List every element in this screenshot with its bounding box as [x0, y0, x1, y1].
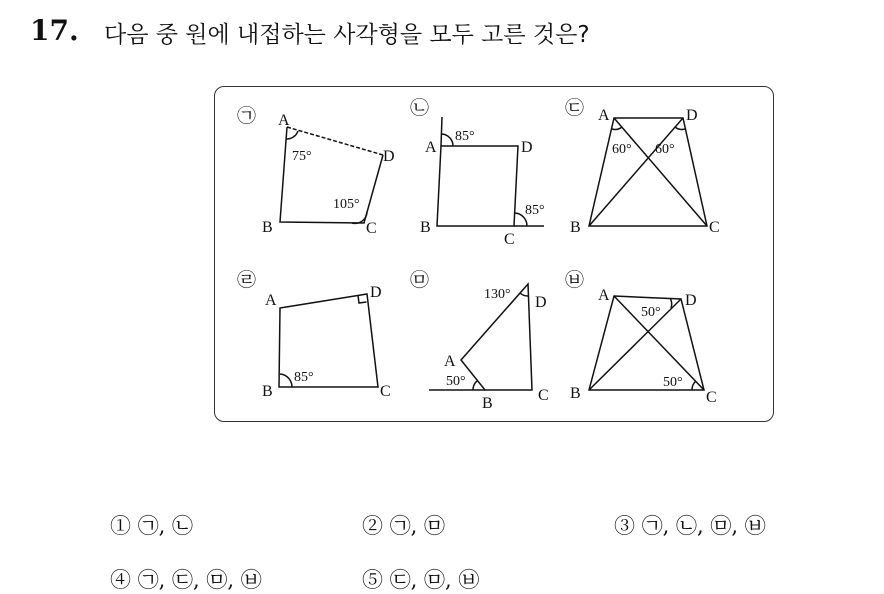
quad-6-vertex-c: C [706, 389, 717, 406]
figure-3-label: ㉢ [565, 98, 585, 119]
choice-5[interactable] [362, 564, 479, 594]
quad-5-vertex-d: D [535, 294, 547, 311]
choice-2-number: ② [362, 514, 383, 538]
choice-3[interactable] [614, 510, 766, 540]
quad-4-right-angle-mark [358, 296, 367, 304]
choice-1-text: ㉠, ㉡ [137, 514, 194, 538]
quad-2-angle-a-label: 85° [455, 129, 475, 144]
question-text: 다음 중 원에 내접하는 사각형을 모두 고른 것은? [104, 22, 590, 48]
quad-2-sides [437, 146, 518, 226]
figure-4-label: ㉣ [237, 270, 257, 291]
quad-1-vertex-d: D [383, 148, 395, 165]
choice-4[interactable] [110, 564, 262, 594]
quad-4-vertex-a: A [265, 292, 277, 309]
quad-1-angle-a-arc [286, 131, 298, 139]
quad-3-diagonal-bd [589, 118, 683, 226]
quad-1-vertex-c: C [366, 220, 377, 237]
quad-3-vertex-b: B [570, 219, 581, 236]
quad-4-angle-b-arc [280, 374, 292, 387]
quad-3-diagonal-ac [614, 118, 707, 226]
quad-3-angle-d-label: 60° [655, 142, 675, 157]
quad-3-angle-a-arc [612, 127, 622, 129]
quad-3-angle-d-arc [675, 127, 685, 129]
quad-6-angle-c-label: 50° [663, 375, 683, 390]
figure-5-label: ㉤ [410, 270, 430, 291]
quad-3-vertex-c: C [709, 219, 720, 236]
question-number: 17. [30, 14, 79, 47]
quad-2-vertex-b: B [420, 219, 431, 236]
quad-6-vertex-b: B [570, 385, 581, 402]
quad-2-vertex-c: C [504, 231, 515, 248]
figure-1-label: ㉠ [237, 106, 257, 127]
quad-6-angle-c-arc [692, 381, 696, 390]
quad-3-vertex-d: D [686, 107, 698, 124]
quad-6-angle-d-label: 50° [641, 305, 661, 320]
quad-5-vertex-a: A [444, 353, 456, 370]
quad-1-vertex-b: B [262, 219, 273, 236]
quad-5-angle-b-label: 50° [446, 374, 466, 389]
quad-4-vertex-d: D [370, 284, 382, 301]
choice-4-text: ㉠, ㉢, ㉤, ㉥ [137, 568, 262, 592]
choice-3-text: ㉠, ㉡, ㉤, ㉥ [641, 514, 766, 538]
quad-4-vertex-b: B [262, 383, 273, 400]
quad-5-angle-d-label: 130° [484, 287, 511, 302]
choice-3-number: ③ [614, 514, 635, 538]
figure-2-label: ㉡ [410, 98, 430, 119]
quad-2-extension-a [441, 117, 442, 146]
choice-5-text: ㉢, ㉤, ㉥ [389, 568, 480, 592]
choice-1-number: ① [110, 514, 131, 538]
quad-1-angle-c-label: 105° [333, 197, 360, 212]
quad-3-angle-a-label: 60° [612, 142, 632, 157]
quad-1-sides [280, 127, 383, 223]
choice-2-text: ㉠, ㉤ [389, 514, 446, 538]
quad-3-sides [589, 118, 707, 226]
choice-5-number: ⑤ [362, 568, 383, 592]
choice-4-number: ④ [110, 568, 131, 592]
quad-2-angle-a-arc [442, 134, 453, 146]
quad-4-vertex-c: C [380, 383, 391, 400]
quad-6-angle-d-arc [670, 298, 672, 308]
quad-5-vertex-b: B [482, 395, 493, 412]
figure-6-label: ㉥ [565, 270, 585, 291]
choice-2[interactable] [362, 510, 445, 540]
quad-1-angle-a-label: 75° [292, 149, 312, 164]
quad-6-vertex-a: A [598, 287, 610, 304]
choice-1[interactable] [110, 510, 193, 540]
quad-3-vertex-a: A [598, 107, 610, 124]
quad-2-vertex-a: A [425, 139, 437, 156]
quad-1-vertex-a: A [278, 112, 290, 129]
quad-4-angle-b-label: 85° [294, 370, 314, 385]
quad-2-angle-c-label: 85° [525, 203, 545, 218]
quad-5-angle-b-arc [473, 381, 477, 390]
quad-2-vertex-d: D [521, 139, 533, 156]
quad-5-vertex-c: C [538, 387, 549, 404]
quad-6-vertex-d: D [685, 292, 697, 309]
